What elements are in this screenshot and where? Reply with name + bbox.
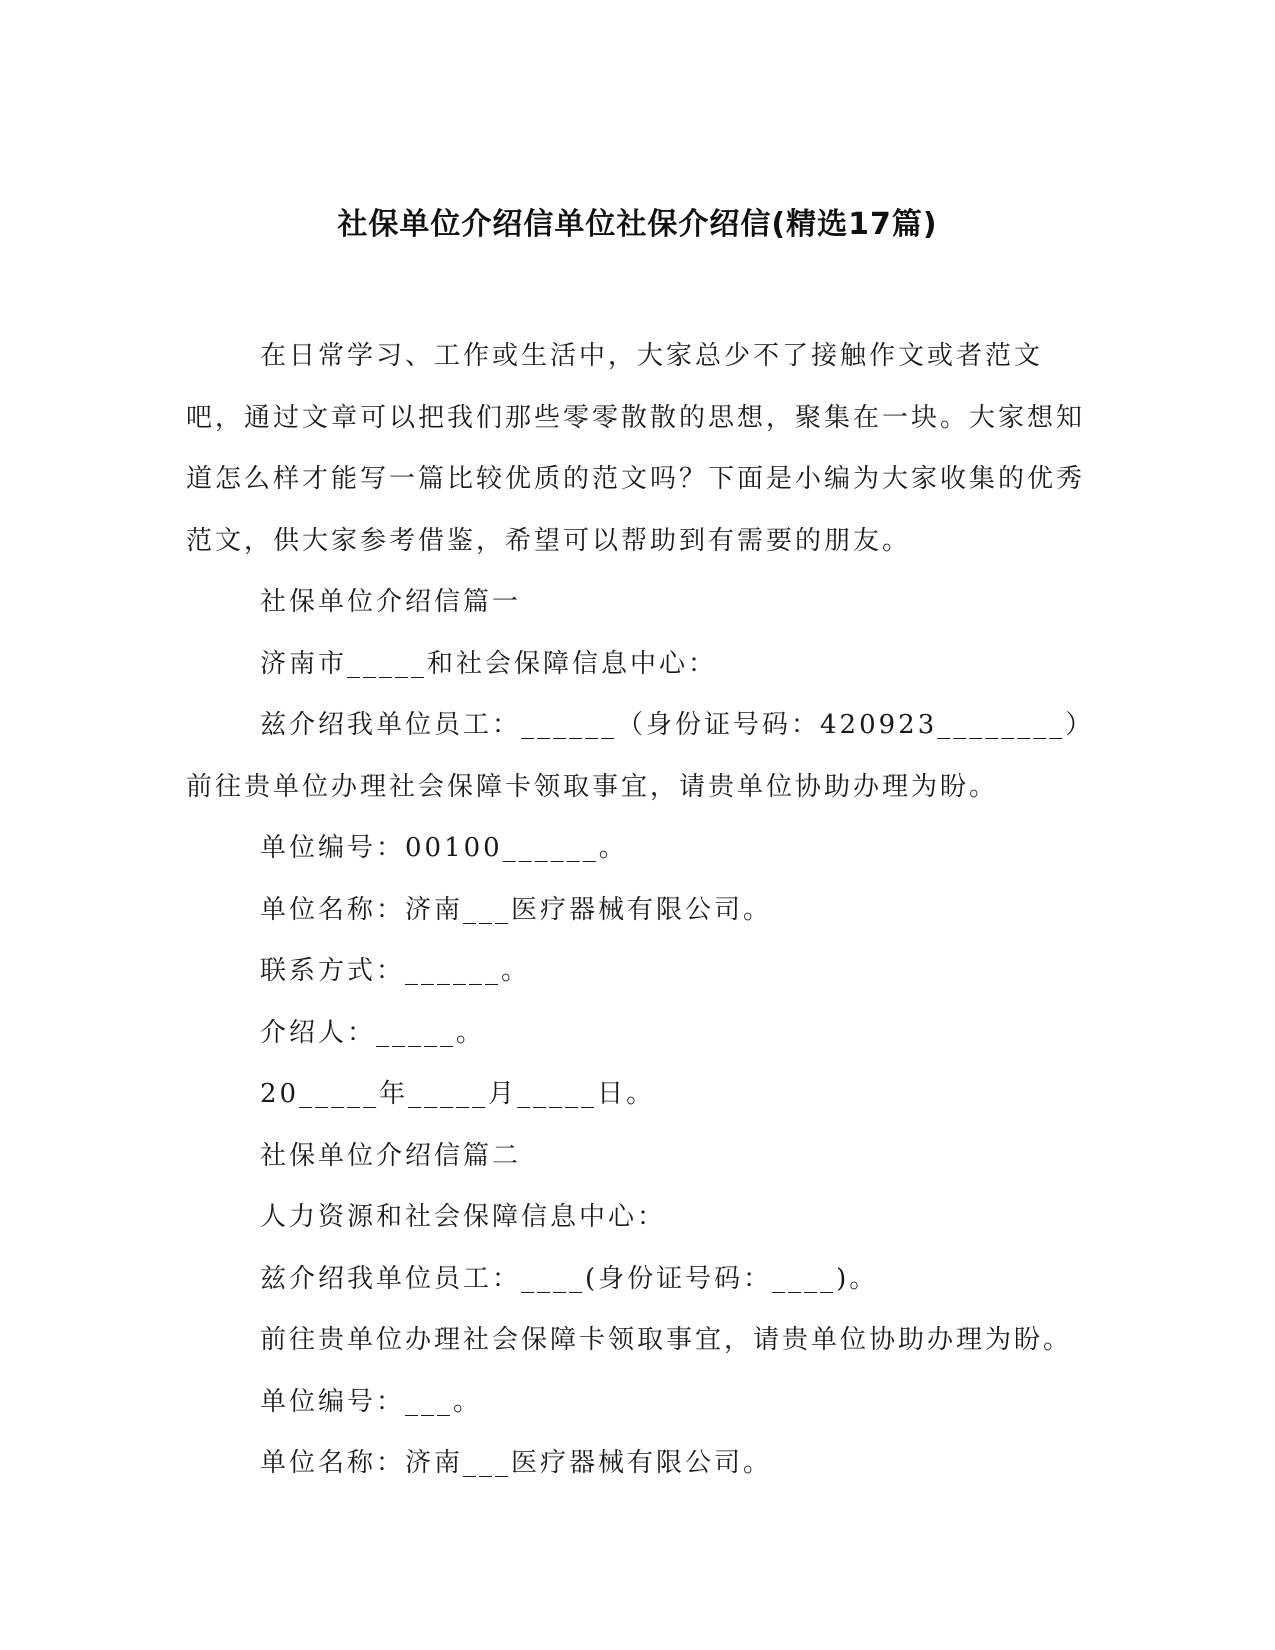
introducer-line-1: 介绍人：_____。 (260, 1017, 486, 1048)
unit-number-line-2: 单位编号：___。 (260, 1386, 483, 1417)
recipient-line-2: 人力资源和社会保障信息中心： (260, 1202, 667, 1232)
recipient-line-1: 济南市_____和社会保障信息中心： (260, 648, 718, 679)
document-title: 社保单位介绍信单位社保介绍信(精选17篇) (337, 207, 938, 242)
unit-name-line-1: 单位名称：济南___医疗器械有限公司。 (260, 894, 773, 925)
unit-number-line-1: 单位编号：00100______。 (260, 833, 628, 863)
purpose-line-2: 前往贵单位办理社会保障卡领取事宜，请贵单位协助办理为盼。 (260, 1325, 1073, 1355)
section-heading-2: 社保单位介绍信篇二 (260, 1140, 522, 1171)
introduction-line-1: 兹介绍我单位员工：______（身份证号码：420923________）前往贵单位办理社会保障卡领取事宜，请贵单位协助办理为盼。 (186, 710, 1082, 802)
section-heading-1: 社保单位介绍信篇一 (260, 587, 522, 617)
introduction-line-2: 兹介绍我单位员工：____(身份证号码：____)。 (260, 1263, 879, 1294)
unit-name-line-2: 单位名称：济南___医疗器械有限公司。 (260, 1448, 773, 1478)
date-line-1: 20_____年_____月_____日。 (260, 1079, 656, 1109)
document-body (186, 326, 1086, 1495)
intro-paragraph: 在日常学习、工作或生活中，大家总少不了接触作文或者范文吧，通过文章可以把我们那些零零散散的思想，聚集在一块。大家想知道怎么样才能写一篇比较优质的范文吗？下面是小编为大家收集的优秀范文，供大家参考借鉴，希望可以帮助到有需要的朋友。 (186, 341, 1086, 556)
contact-line-1: 联系方式：______。 (260, 956, 531, 986)
